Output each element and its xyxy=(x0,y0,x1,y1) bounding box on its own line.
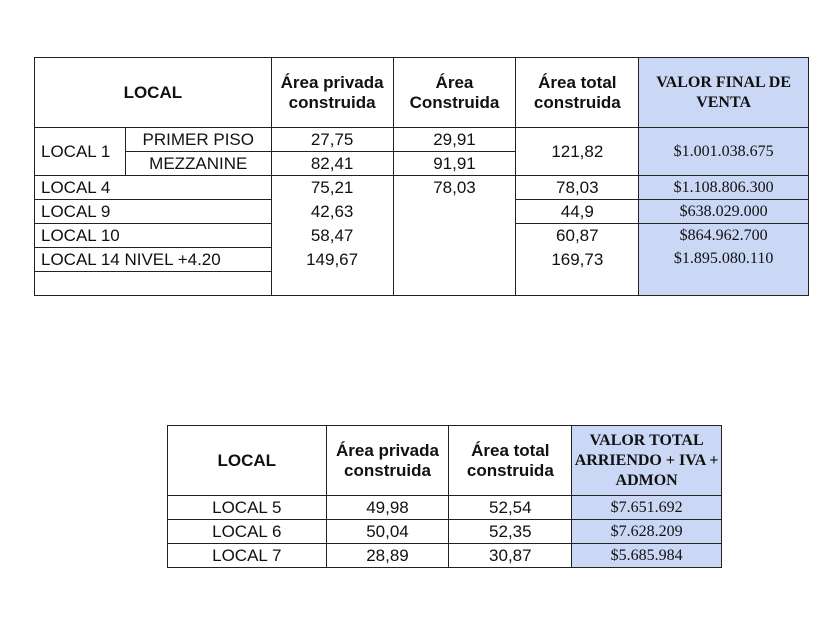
rent-price-table xyxy=(167,425,722,568)
mezzanine-construida: 91,91 xyxy=(393,152,516,176)
mezzanine-privada: 82,41 xyxy=(271,152,393,176)
row-total: 44,9 xyxy=(516,200,639,224)
local-1-label: LOCAL 1 xyxy=(35,128,126,176)
row-local: LOCAL 4 xyxy=(35,176,272,200)
row-privada: 28,89 xyxy=(326,544,449,568)
row-construida xyxy=(393,200,516,224)
row-valor: $638.029.000 xyxy=(639,200,809,224)
table-row xyxy=(168,544,722,568)
row-construida xyxy=(393,224,516,248)
row-privada: 149,67 xyxy=(271,248,393,296)
row-total: 60,87 xyxy=(516,224,639,248)
table-row xyxy=(35,224,809,248)
row-construida: 78,03 xyxy=(393,176,516,200)
header-area-total: Área total construida xyxy=(516,58,639,128)
header-valor-final: VALOR FINAL DE VENTA xyxy=(639,58,809,128)
primer-piso-privada: 27,75 xyxy=(271,128,393,152)
primer-piso-label: PRIMER PISO xyxy=(125,128,271,152)
row-valor: $7.651.692 xyxy=(572,496,722,520)
row-privada: 49,98 xyxy=(326,496,449,520)
header-area-construida: Área Construida xyxy=(393,58,516,128)
row-valor: $1.895.080.110 xyxy=(639,248,809,296)
row-total: 52,54 xyxy=(449,496,572,520)
table-row xyxy=(35,176,809,200)
row-total: 169,73 xyxy=(516,248,639,296)
header-valor-total: VALOR TOTAL ARRIENDO + IVA + ADMON xyxy=(572,426,722,496)
row-total: 52,35 xyxy=(449,520,572,544)
row-valor: $1.108.806.300 xyxy=(639,176,809,200)
row-privada: 75,21 xyxy=(271,176,393,200)
row-valor: $5.685.984 xyxy=(572,544,722,568)
local-1-valor: $1.001.038.675 xyxy=(639,128,809,176)
header-area-privada: Área privada construida xyxy=(326,426,449,496)
row-local: LOCAL 6 xyxy=(168,520,327,544)
header-area-total: Área total construida xyxy=(449,426,572,496)
header-local: LOCAL xyxy=(35,58,272,128)
row-privada: 50,04 xyxy=(326,520,449,544)
table-row xyxy=(168,520,722,544)
row-local: LOCAL 14 NIVEL +4.20 xyxy=(35,248,272,272)
row-privada: 42,63 xyxy=(271,200,393,224)
sale-price-table xyxy=(34,57,809,296)
row-local: LOCAL 10 xyxy=(35,224,272,248)
row-total: 30,87 xyxy=(449,544,572,568)
row-construida xyxy=(393,248,516,296)
header-area-privada: Área privada construida xyxy=(271,58,393,128)
row-local: LOCAL 7 xyxy=(168,544,327,568)
row-local: LOCAL 9 xyxy=(35,200,272,224)
mezzanine-label: MEZZANINE xyxy=(125,152,271,176)
row-local: LOCAL 5 xyxy=(168,496,327,520)
header-local: LOCAL xyxy=(168,426,327,496)
primer-piso-construida: 29,91 xyxy=(393,128,516,152)
table-row xyxy=(168,496,722,520)
row-total: 78,03 xyxy=(516,176,639,200)
row-valor: $864.962.700 xyxy=(639,224,809,248)
row-privada: 58,47 xyxy=(271,224,393,248)
empty-cell xyxy=(35,272,272,296)
row-valor: $7.628.209 xyxy=(572,520,722,544)
table-row xyxy=(35,248,809,272)
local-1-total: 121,82 xyxy=(516,128,639,176)
table-row xyxy=(35,200,809,224)
